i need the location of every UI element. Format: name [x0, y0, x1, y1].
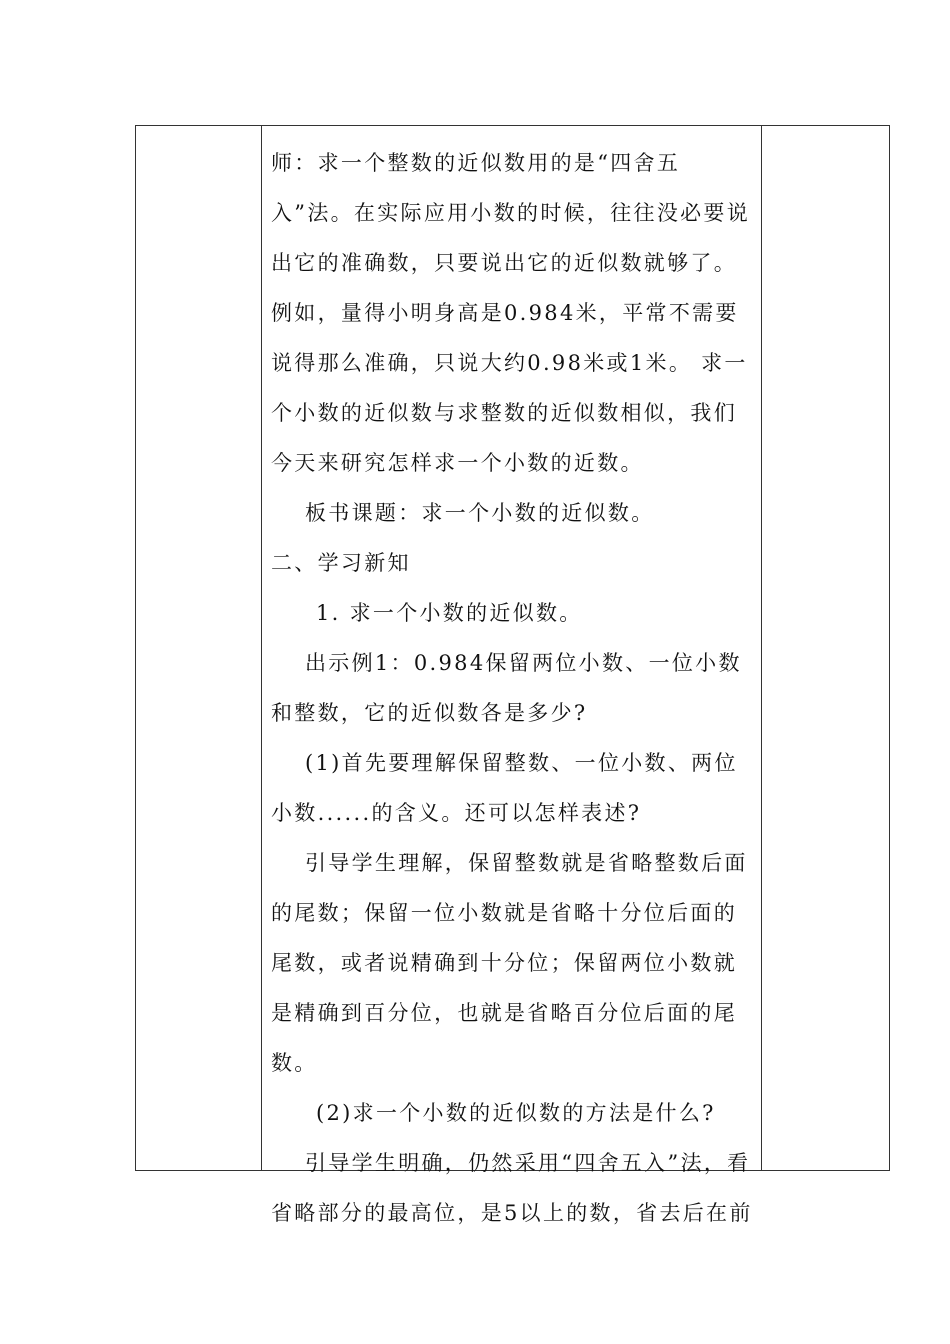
lesson-table	[135, 125, 890, 1225]
lesson-content-cell	[271, 138, 753, 1238]
column-divider-right	[761, 126, 762, 1170]
paragraph-intro: 师：求一个整数的近似数用的是“四舍五入”法。在实际应用小数的时候，往往没必要说出它的准确数，只要说出它的近似数就够了。例如，量得小明身高是0.984米，平常不需要说得那么准确，只说大约0.98米或1米。 求一个小数的近似数与求整数的近似数相似，我们今天来研究怎样求一个小数的近数。	[271, 151, 751, 475]
column-divider-left	[261, 126, 262, 1170]
section-heading-new-knowledge: 二、学习新知	[271, 551, 411, 575]
paragraph-example: 出示例1：0.984保留两位小数、一位小数和整数，它的近似数各是多少?	[271, 651, 742, 725]
paragraph-guide-1: 引导学生理解，保留整数就是省略整数后面的尾数；保留一位小数就是省略十分位后面的尾数，或者说精确到十分位；保留两位小数就是精确到百分位，也就是省略百分位后面的尾数。	[271, 851, 748, 1075]
paragraph-board-title: 板书课题：求一个小数的近似数。	[305, 501, 655, 525]
subsection-heading: 1. 求一个小数的近似数。	[316, 601, 583, 625]
paragraph-guide-2: 引导学生明确，仍然采用“四舍五入”法，看省略部分的最高位，是5以上的数，省去后在前	[271, 1151, 753, 1225]
paragraph-step-1: (1)首先要理解保留整数、一位小数、两位小数......的含义。还可以怎样表述?	[271, 751, 738, 825]
paragraph-step-2: (2)求一个小数的近似数的方法是什么?	[316, 1101, 716, 1125]
